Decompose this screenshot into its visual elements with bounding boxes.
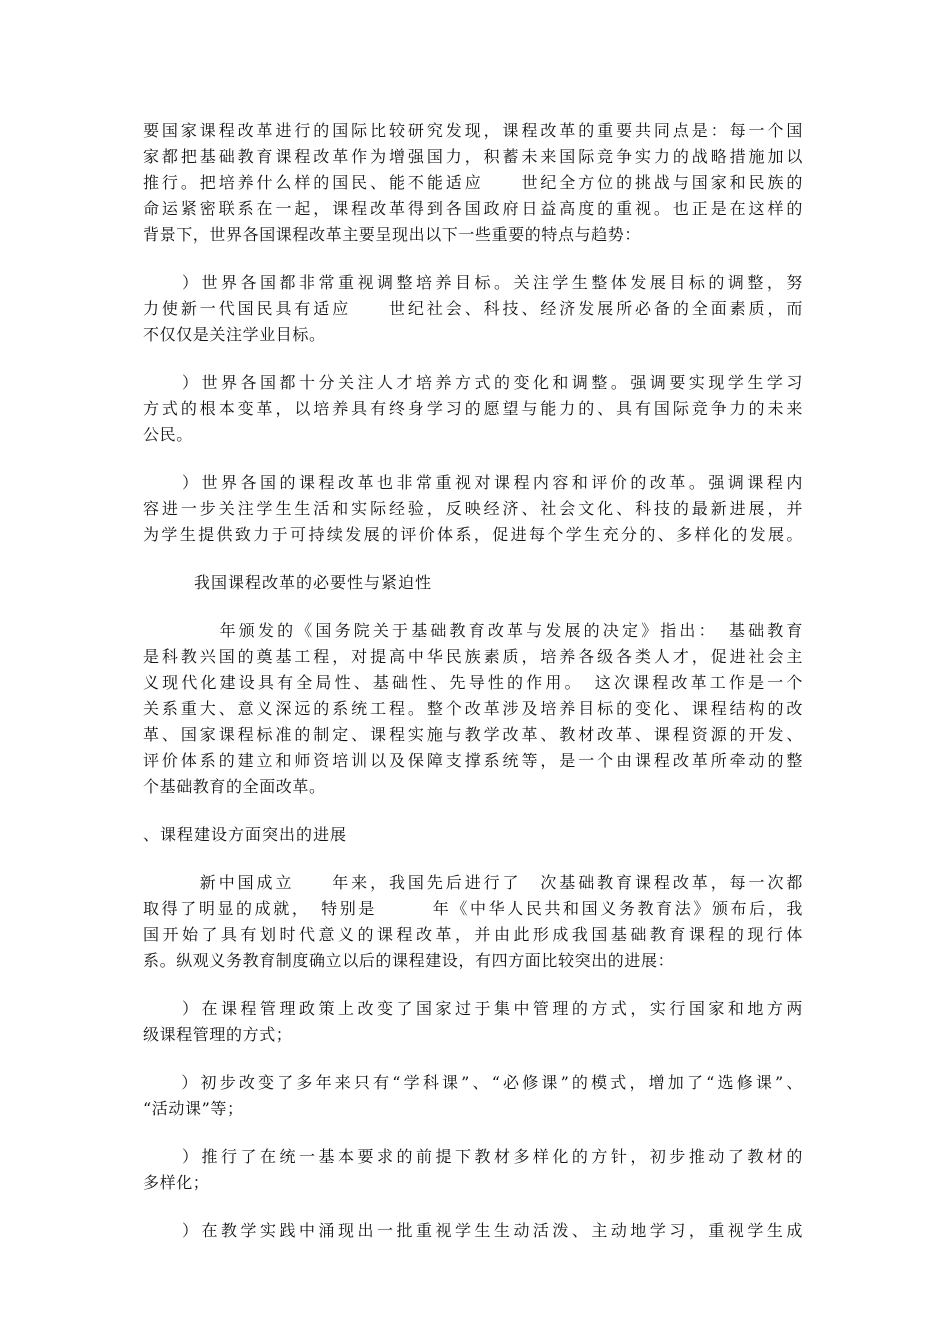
text-line: 革、国家课程标准的制定、课程实施与教学改革、教材改革、课程资源的开发、 [143,725,803,744]
paragraph-trend-2 [143,370,803,448]
text-line: 多样化； [143,1173,210,1192]
text-line: “活动课”等； [143,1099,244,1118]
document-page [143,118,803,1266]
text-line: 容进一步关注学生生活和实际经验，反映经济、社会文化、科技的最新进展，并 [143,499,803,518]
text-line: ）世界各国都十分关注人才培养方式的变化和调整。强调要实现学生学习 [143,373,803,392]
text-line: 命运紧密联系在一起，课程改革得到各国政府日益高度的重视。也正是在这样的 [143,199,803,218]
text-line: 评价体系的建立和师资培训以及保障支撑系统等，是一个由课程改革所牵动的整 [143,751,803,770]
text-line: ）推行了在统一基本要求的前提下教材多样化的方针，初步推动了教材的 [143,1147,803,1166]
text-line: 取得了明显的成就， 特别是 年《中华人民共和国义务教育法》颁布后，我 [143,899,803,918]
text-line: ）世界各国都非常重视调整培养目标。关注学生整体发展目标的调整，努 [143,273,803,292]
section-heading-necessity: 我国课程改革的必要性与紧迫性 [143,573,433,592]
paragraph-progress-3 [143,1144,803,1196]
text-line: 背景下，世界各国课程改革主要呈现出以下一些重要的特点与趋势： [143,225,642,244]
section-heading-progress: 、课程建设方面突出的进展 [143,825,348,844]
paragraph-trend-1 [143,270,803,348]
text-line: ）在课程管理政策上改变了国家过于集中管理的方式，实行国家和地方两 [143,999,803,1018]
text-line: 家都把基础教育课程改革作为增强国力，积蓄未来国际竞争实力的战略措施加以 [143,147,803,166]
paragraph-trend-3 [143,470,803,548]
text-line: 关系重大、意义深远的系统工程。整个改革涉及培养目标的变化、课程结构的改 [143,699,803,718]
text-line: ）世界各国的课程改革也非常重视对课程内容和评价的改革。强调课程内 [143,473,803,492]
text-line: 个基础教育的全面改革。 [143,777,326,796]
text-line: 是科教兴国的奠基工程，对提高中华民族素质，培养各级各类人才，促进社会主 [143,647,803,666]
paragraph-progress-2 [143,1070,803,1122]
paragraph-progress-1 [143,996,803,1048]
text-line: ）初步改变了多年来只有“学科课”、“必修课”的模式，增加了“选修课”、 [143,1073,803,1092]
text-line: 级课程管理的方式； [143,1025,293,1044]
text-line: 公民。 [143,425,193,444]
text-line: 要国家课程改革进行的国际比较研究发现，课程改革的重要共同点是：每一个国 [143,121,803,140]
text-line: 国开始了具有划时代意义的课程改革，并由此形成我国基础教育课程的现行体 [143,925,803,944]
paragraph-decision [143,618,803,800]
text-line: 年颁发的《国务院关于基础教育改革与发展的决定》指出： 基础教育 [143,621,803,640]
text-line: ）在教学实践中涌现出一批重视学生生动活泼、主动地学习，重视学生成 [143,1221,803,1240]
text-line: 不仅仅是关注学业目标。 [143,325,326,344]
paragraph-progress-4 [143,1218,803,1244]
text-line: 方式的根本变革，以培养具有终身学习的愿望与能力的、具有国际竞争力的未来 [143,399,803,418]
text-line: 为学生提供致力于可持续发展的评价体系，促进每个学生充分的、多样化的发展。 [143,525,803,544]
text-line: 力使新一代国民具有适应 世纪社会、科技、经济发展所必备的全面素质，而 [143,299,803,318]
text-line: 义现代化建设具有全局性、基础性、先导性的作用。 这次课程改革工作是一个 [143,673,803,692]
paragraph-intro [143,118,803,248]
text-line: 新中国成立 年来，我国先后进行了 次基础教育课程改革，每一次都 [143,873,803,892]
text-line: 推行。把培养什么样的国民、能不能适应 世纪全方位的挑战与国家和民族的 [143,173,803,192]
paragraph-history [143,870,803,974]
text-line: 系。纵观义务教育制度确立以后的课程建设，有四方面比较突出的进展： [143,951,675,970]
